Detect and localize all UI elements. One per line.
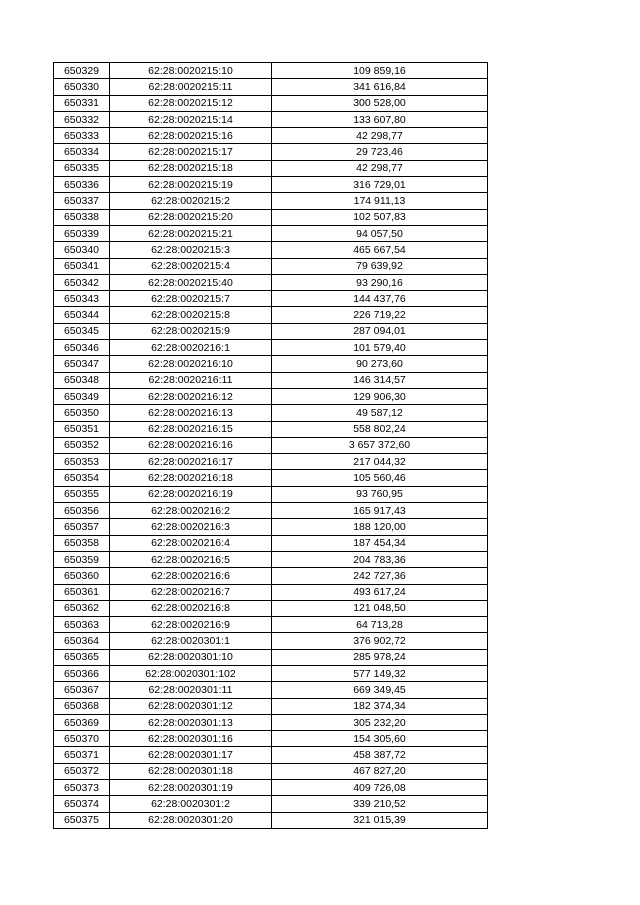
table-row <box>54 633 488 649</box>
cadastral-number-cell: 62:28:0020216:5 <box>110 551 272 567</box>
cadastral-number-cell: 62:28:0020215:16 <box>110 128 272 144</box>
cadastral-value-cell: 669 349,45 <box>272 682 488 698</box>
row-number-cell: 650346 <box>54 340 110 356</box>
cadastral-number-cell: 62:28:0020216:10 <box>110 356 272 372</box>
cadastral-number-cell: 62:28:0020301:102 <box>110 665 272 681</box>
cadastral-number-cell: 62:28:0020216:3 <box>110 519 272 535</box>
table-row <box>54 291 488 307</box>
cadastral-value-cell: 93 290,16 <box>272 274 488 290</box>
cadastral-number-cell: 62:28:0020216:9 <box>110 617 272 633</box>
row-number-cell: 650329 <box>54 63 110 79</box>
cadastral-number-cell: 62:28:0020215:19 <box>110 177 272 193</box>
table-row <box>54 242 488 258</box>
cadastral-value-cell: 154 305,60 <box>272 731 488 747</box>
table-row <box>54 600 488 616</box>
table-row <box>54 307 488 323</box>
table-row <box>54 225 488 241</box>
row-number-cell: 650344 <box>54 307 110 323</box>
row-number-cell: 650343 <box>54 291 110 307</box>
cadastral-number-cell: 62:28:0020216:18 <box>110 470 272 486</box>
row-number-cell: 650335 <box>54 160 110 176</box>
cadastral-number-cell: 62:28:0020215:12 <box>110 95 272 111</box>
row-number-cell: 650351 <box>54 421 110 437</box>
table-row <box>54 274 488 290</box>
cadastral-value-cell: 105 560,46 <box>272 470 488 486</box>
table-row <box>54 79 488 95</box>
cadastral-value-cell: 101 579,40 <box>272 340 488 356</box>
cadastral-value-cell: 121 048,50 <box>272 600 488 616</box>
cadastral-value-cell: 146 314,57 <box>272 372 488 388</box>
cadastral-number-cell: 62:28:0020301:20 <box>110 812 272 828</box>
cadastral-value-cell: 376 902,72 <box>272 633 488 649</box>
cadastral-number-cell: 62:28:0020216:13 <box>110 405 272 421</box>
cadastral-value-cell: 90 273,60 <box>272 356 488 372</box>
cadastral-number-cell: 62:28:0020215:14 <box>110 111 272 127</box>
table-row <box>54 503 488 519</box>
row-number-cell: 650349 <box>54 388 110 404</box>
cadastral-number-cell: 62:28:0020215:11 <box>110 79 272 95</box>
cadastral-value-cell: 174 911,13 <box>272 193 488 209</box>
cadastral-value-table <box>53 62 488 829</box>
cadastral-number-cell: 62:28:0020216:19 <box>110 486 272 502</box>
row-number-cell: 650362 <box>54 600 110 616</box>
table-row <box>54 698 488 714</box>
cadastral-number-cell: 62:28:0020216:1 <box>110 340 272 356</box>
table-row <box>54 780 488 796</box>
table-row <box>54 63 488 79</box>
table-row <box>54 763 488 779</box>
row-number-cell: 650347 <box>54 356 110 372</box>
row-number-cell: 650342 <box>54 274 110 290</box>
row-number-cell: 650352 <box>54 437 110 453</box>
row-number-cell: 650357 <box>54 519 110 535</box>
row-number-cell: 650337 <box>54 193 110 209</box>
row-number-cell: 650364 <box>54 633 110 649</box>
cadastral-value-cell: 287 094,01 <box>272 323 488 339</box>
row-number-cell: 650332 <box>54 111 110 127</box>
cadastral-number-cell: 62:28:0020215:3 <box>110 242 272 258</box>
row-number-cell: 650366 <box>54 665 110 681</box>
cadastral-value-cell: 316 729,01 <box>272 177 488 193</box>
row-number-cell: 650360 <box>54 568 110 584</box>
table-row <box>54 617 488 633</box>
table-row <box>54 209 488 225</box>
row-number-cell: 650370 <box>54 731 110 747</box>
cadastral-value-cell: 133 607,80 <box>272 111 488 127</box>
cadastral-value-cell: 226 719,22 <box>272 307 488 323</box>
cadastral-value-cell: 242 727,36 <box>272 568 488 584</box>
row-number-cell: 650375 <box>54 812 110 828</box>
cadastral-value-cell: 42 298,77 <box>272 128 488 144</box>
table-row <box>54 372 488 388</box>
cadastral-value-cell: 109 859,16 <box>272 63 488 79</box>
table-row <box>54 454 488 470</box>
table-row <box>54 388 488 404</box>
cadastral-number-cell: 62:28:0020301:16 <box>110 731 272 747</box>
table-row <box>54 551 488 567</box>
cadastral-number-cell: 62:28:0020215:7 <box>110 291 272 307</box>
cadastral-number-cell: 62:28:0020215:18 <box>110 160 272 176</box>
table-row <box>54 323 488 339</box>
cadastral-number-cell: 62:28:0020215:17 <box>110 144 272 160</box>
row-number-cell: 650354 <box>54 470 110 486</box>
cadastral-value-cell: 300 528,00 <box>272 95 488 111</box>
table-row <box>54 519 488 535</box>
table-row <box>54 356 488 372</box>
table-body <box>54 63 488 829</box>
table-row <box>54 665 488 681</box>
cadastral-value-cell: 129 906,30 <box>272 388 488 404</box>
row-number-cell: 650330 <box>54 79 110 95</box>
row-number-cell: 650339 <box>54 225 110 241</box>
cadastral-number-cell: 62:28:0020301:1 <box>110 633 272 649</box>
row-number-cell: 650367 <box>54 682 110 698</box>
cadastral-value-cell: 465 667,54 <box>272 242 488 258</box>
cadastral-value-cell: 577 149,32 <box>272 665 488 681</box>
cadastral-value-cell: 42 298,77 <box>272 160 488 176</box>
row-number-cell: 650374 <box>54 796 110 812</box>
cadastral-value-cell: 49 587,12 <box>272 405 488 421</box>
cadastral-value-cell: 305 232,20 <box>272 714 488 730</box>
cadastral-value-cell: 182 374,34 <box>272 698 488 714</box>
cadastral-value-cell: 204 783,36 <box>272 551 488 567</box>
cadastral-value-cell: 94 057,50 <box>272 225 488 241</box>
table-row <box>54 95 488 111</box>
table-row <box>54 160 488 176</box>
cadastral-number-cell: 62:28:0020215:4 <box>110 258 272 274</box>
row-number-cell: 650359 <box>54 551 110 567</box>
cadastral-value-cell: 493 617,24 <box>272 584 488 600</box>
cadastral-number-cell: 62:28:0020216:12 <box>110 388 272 404</box>
table-row <box>54 128 488 144</box>
cadastral-value-cell: 79 639,92 <box>272 258 488 274</box>
table-row <box>54 111 488 127</box>
table-row <box>54 714 488 730</box>
table-row <box>54 568 488 584</box>
cadastral-value-cell: 165 917,43 <box>272 503 488 519</box>
cadastral-number-cell: 62:28:0020301:12 <box>110 698 272 714</box>
cadastral-number-cell: 62:28:0020215:8 <box>110 307 272 323</box>
table-row <box>54 584 488 600</box>
cadastral-number-cell: 62:28:0020215:2 <box>110 193 272 209</box>
table-row <box>54 796 488 812</box>
table-row <box>54 731 488 747</box>
table-row <box>54 177 488 193</box>
cadastral-value-cell: 467 827,20 <box>272 763 488 779</box>
row-number-cell: 650365 <box>54 649 110 665</box>
row-number-cell: 650373 <box>54 780 110 796</box>
cadastral-number-cell: 62:28:0020216:7 <box>110 584 272 600</box>
cadastral-value-cell: 558 802,24 <box>272 421 488 437</box>
cadastral-number-cell: 62:28:0020215:10 <box>110 63 272 79</box>
table-row <box>54 258 488 274</box>
row-number-cell: 650331 <box>54 95 110 111</box>
cadastral-value-cell: 409 726,08 <box>272 780 488 796</box>
cadastral-number-cell: 62:28:0020216:17 <box>110 454 272 470</box>
cadastral-number-cell: 62:28:0020216:16 <box>110 437 272 453</box>
cadastral-value-cell: 458 387,72 <box>272 747 488 763</box>
cadastral-value-cell: 3 657 372,60 <box>272 437 488 453</box>
cadastral-number-cell: 62:28:0020301:18 <box>110 763 272 779</box>
cadastral-value-cell: 188 120,00 <box>272 519 488 535</box>
row-number-cell: 650336 <box>54 177 110 193</box>
cadastral-number-cell: 62:28:0020216:6 <box>110 568 272 584</box>
row-number-cell: 650348 <box>54 372 110 388</box>
table-row <box>54 747 488 763</box>
cadastral-number-cell: 62:28:0020216:2 <box>110 503 272 519</box>
table-row <box>54 193 488 209</box>
table-row <box>54 649 488 665</box>
cadastral-value-cell: 187 454,34 <box>272 535 488 551</box>
table-row <box>54 144 488 160</box>
cadastral-value-cell: 285 978,24 <box>272 649 488 665</box>
table-row <box>54 812 488 828</box>
table-row <box>54 437 488 453</box>
cadastral-number-cell: 62:28:0020215:9 <box>110 323 272 339</box>
cadastral-value-cell: 93 760,95 <box>272 486 488 502</box>
row-number-cell: 650345 <box>54 323 110 339</box>
row-number-cell: 650334 <box>54 144 110 160</box>
cadastral-number-cell: 62:28:0020216:15 <box>110 421 272 437</box>
row-number-cell: 650358 <box>54 535 110 551</box>
row-number-cell: 650368 <box>54 698 110 714</box>
row-number-cell: 650350 <box>54 405 110 421</box>
cadastral-value-cell: 217 044,32 <box>272 454 488 470</box>
row-number-cell: 650369 <box>54 714 110 730</box>
table-row <box>54 421 488 437</box>
table-row <box>54 340 488 356</box>
cadastral-number-cell: 62:28:0020301:10 <box>110 649 272 665</box>
row-number-cell: 650333 <box>54 128 110 144</box>
cadastral-number-cell: 62:28:0020301:17 <box>110 747 272 763</box>
cadastral-value-cell: 144 437,76 <box>272 291 488 307</box>
row-number-cell: 650341 <box>54 258 110 274</box>
cadastral-value-cell: 102 507,83 <box>272 209 488 225</box>
cadastral-value-cell: 64 713,28 <box>272 617 488 633</box>
table-row <box>54 405 488 421</box>
row-number-cell: 650356 <box>54 503 110 519</box>
cadastral-value-cell: 341 616,84 <box>272 79 488 95</box>
cadastral-value-cell: 321 015,39 <box>272 812 488 828</box>
table-row <box>54 535 488 551</box>
row-number-cell: 650355 <box>54 486 110 502</box>
cadastral-number-cell: 62:28:0020215:21 <box>110 225 272 241</box>
cadastral-number-cell: 62:28:0020215:40 <box>110 274 272 290</box>
table-row <box>54 682 488 698</box>
row-number-cell: 650361 <box>54 584 110 600</box>
cadastral-number-cell: 62:28:0020216:4 <box>110 535 272 551</box>
cadastral-number-cell: 62:28:0020301:19 <box>110 780 272 796</box>
row-number-cell: 650363 <box>54 617 110 633</box>
cadastral-number-cell: 62:28:0020301:2 <box>110 796 272 812</box>
cadastral-number-cell: 62:28:0020216:11 <box>110 372 272 388</box>
row-number-cell: 650340 <box>54 242 110 258</box>
cadastral-number-cell: 62:28:0020216:8 <box>110 600 272 616</box>
cadastral-number-cell: 62:28:0020301:13 <box>110 714 272 730</box>
row-number-cell: 650372 <box>54 763 110 779</box>
row-number-cell: 650371 <box>54 747 110 763</box>
cadastral-value-cell: 29 723,46 <box>272 144 488 160</box>
table-row <box>54 486 488 502</box>
row-number-cell: 650353 <box>54 454 110 470</box>
cadastral-value-cell: 339 210,52 <box>272 796 488 812</box>
cadastral-number-cell: 62:28:0020215:20 <box>110 209 272 225</box>
cadastral-number-cell: 62:28:0020301:11 <box>110 682 272 698</box>
row-number-cell: 650338 <box>54 209 110 225</box>
table-row <box>54 470 488 486</box>
